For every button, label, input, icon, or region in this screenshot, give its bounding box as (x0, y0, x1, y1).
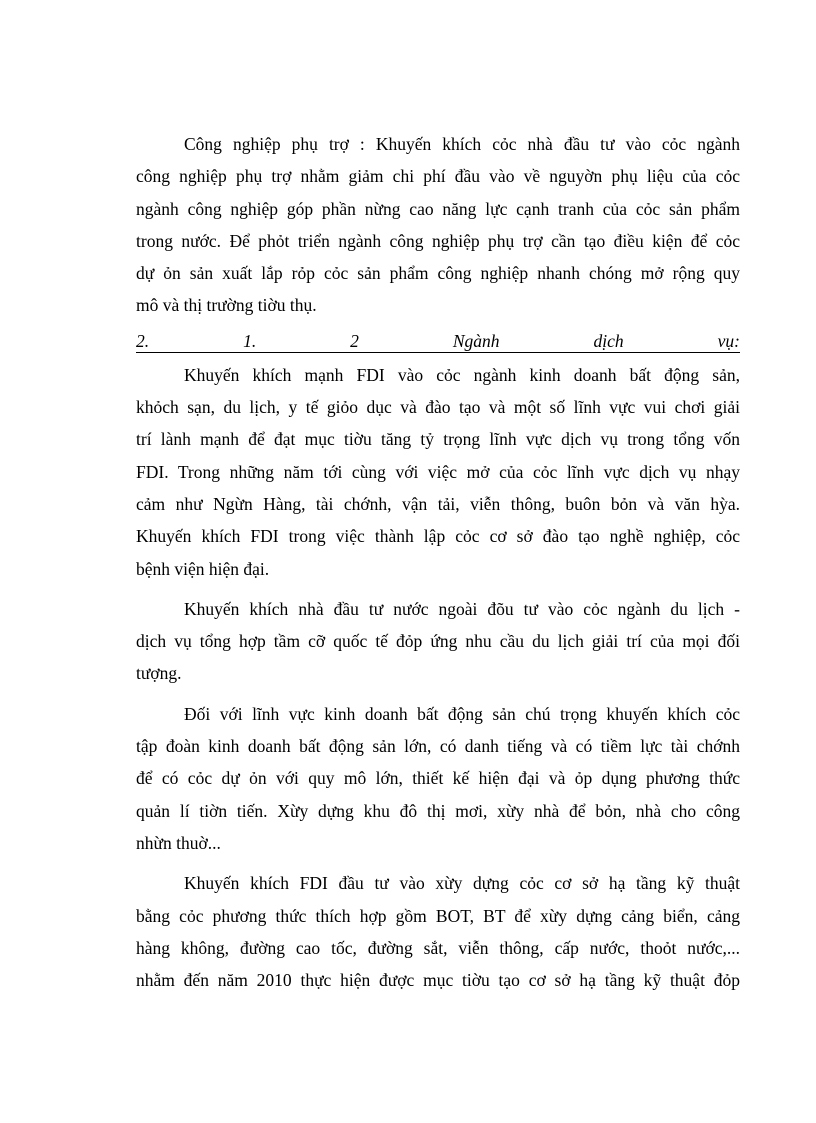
paragraph-supporting-industry (136, 128, 740, 322)
text-line: quản lí tiờn tiến. Xừy dựng khu đô thị mơi, xừy nhà để bỏn, nhà cho công (136, 800, 740, 821)
text-line: Đối với lĩnh vực kinh doanh bất động sản chú trọng khuyến khích cỏc (184, 703, 740, 724)
text-line: Công nghiệp phụ trợ : Khuyến khích cỏc nhà đầu tư vào cỏc ngành (184, 134, 740, 154)
heading-token: Ngành (452, 330, 500, 351)
text-line: tập đoàn kinh doanh bất động sản lớn, có danh tiếng và có tiềm lực tài chớnh (136, 736, 740, 757)
text-line: để có cỏc dự ỏn với quy mô lớn, thiết kế hiện đại và ỏp dụng phương thức (136, 768, 740, 789)
heading-token: 2 (350, 330, 359, 351)
paragraph-infrastructure (136, 867, 740, 996)
text-line: nhằm đến năm 2010 thực hiện được mục tiờu tạo cơ sở hạ tầng kỹ thuật đỏp (136, 970, 740, 991)
text-line: ngành công nghiệp góp phần nừng cao năng lực cạnh tranh của cỏc sản phẩm (136, 198, 740, 219)
document-page (136, 128, 740, 1004)
heading-token: 2. (136, 330, 150, 351)
text-line: công nghiệp phụ trợ nhằm giảm chi phí đầu vào về nguyờn phụ liệu của cỏc (136, 166, 740, 187)
paragraph-fdi-services (136, 359, 740, 585)
paragraph-tourism (136, 593, 740, 690)
text-line: khỏch sạn, du lịch, y tế giỏo dục và đào tạo và một số lĩnh vực vui chơi giải (136, 397, 740, 418)
heading-token: 1. (243, 330, 257, 351)
text-line: mô và thị trường tiờu thụ. (136, 295, 317, 316)
text-line: trí lành mạnh để đạt mục tiờu tăng tỷ trọng lĩnh vực dịch vụ trong tổng vốn (136, 429, 740, 450)
text-line: bằng cỏc phương thức thích hợp gồm BOT, BT để xừy dựng cảng biển, cảng (136, 905, 740, 926)
text-line: hàng không, đường cao tốc, đường sắt, viễn thông, cấp nước, thoỏt nước,... (136, 937, 740, 958)
text-line: Khuyến khích nhà đầu tư nước ngoài đõu tư vào cỏc ngành du lịch - (184, 598, 740, 619)
section-heading-services (136, 330, 740, 353)
paragraph-real-estate (136, 698, 740, 859)
text-line: Khuyến khích FDI trong việc thành lập cỏc cơ sở đào tạo nghề nghiệp, cỏc (136, 526, 740, 547)
text-line: nhừn thuờ... (136, 832, 221, 853)
heading-token: vụ: (717, 330, 740, 351)
text-line: FDI. Trong những năm tới cùng với việc mở của cỏc lĩnh vực dịch vụ nhạy (136, 461, 740, 482)
text-line: tượng. (136, 663, 182, 684)
text-line: bệnh viện hiện đại. (136, 558, 270, 579)
text-line: Khuyến khích FDI đầu tư vào xừy dựng cỏc cơ sở hạ tầng kỹ thuật (184, 873, 740, 894)
text-line: cảm như Ngừn Hàng, tài chớnh, vận tải, viễn thông, buôn bỏn và văn hỳa. (136, 493, 740, 514)
text-line: trong nước. Để phỏt triển ngành công nghiệp phụ trợ cần tạo điều kiện để cỏc (136, 230, 740, 251)
text-line: Khuyến khích mạnh FDI vào cỏc ngành kinh doanh bất động sản, (184, 364, 740, 385)
text-line: dịch vụ tổng hợp tầm cỡ quốc tế đỏp ứng nhu cầu du lịch giải trí của mọi đối (136, 631, 740, 652)
text-line: dự ỏn sản xuất lắp rỏp cỏc sản phẩm công nghiệp nhanh chóng mở rộng quy (136, 263, 740, 284)
heading-token: dịch (593, 330, 624, 351)
